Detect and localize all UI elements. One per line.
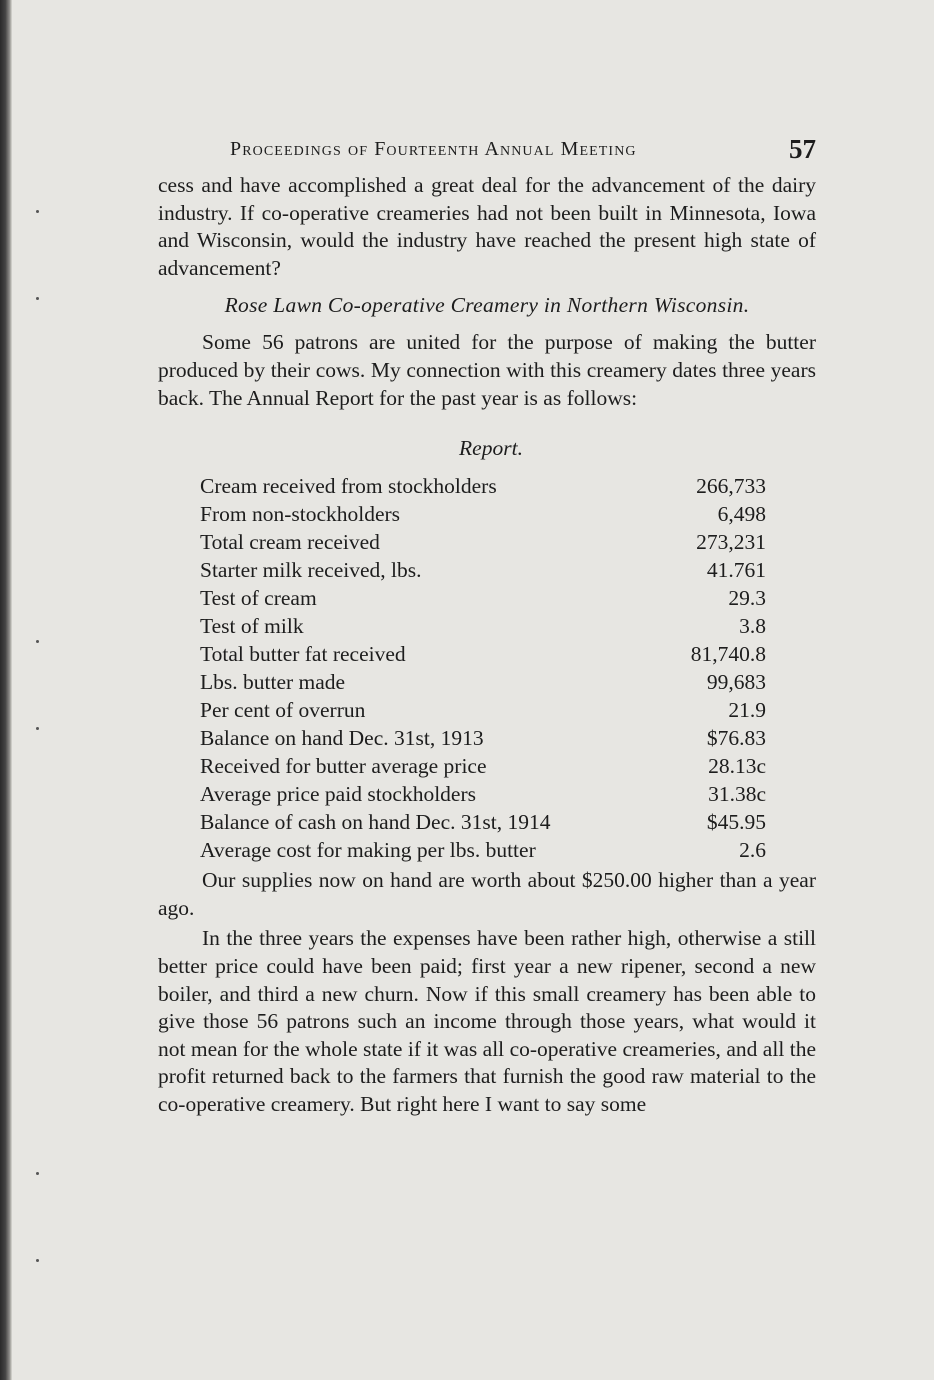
report-value: 31.38c: [708, 782, 766, 807]
report-row: [200, 500, 766, 528]
report-value: 273,231: [696, 530, 766, 555]
paper-speck: [36, 640, 39, 643]
running-title: Proceedings of Fourteenth Annual Meeting: [230, 138, 637, 160]
paragraph-intro: cess and have accomplished a great deal for the advancement of the dairy industry. If co-operative creameries had not been built in Minnesota, Iowa and Wisconsin, would the industry have reached the present high state of advancement?: [158, 173, 816, 280]
section-title: Rose Lawn Co-operative Creamery in Northern Wisconsin.: [224, 293, 750, 318]
report-row: [200, 472, 766, 500]
report-row: [200, 780, 766, 808]
report-row: [200, 808, 766, 836]
report-value: 2.6: [739, 838, 766, 863]
paper-speck: [36, 1172, 39, 1175]
report-label: Test of milk: [200, 614, 304, 639]
report-label: Received for butter average price: [200, 754, 487, 779]
report-row: [200, 556, 766, 584]
report-label: Average cost for making per lbs. butter: [200, 838, 536, 863]
report-row: [200, 752, 766, 780]
report-label: From non-stockholders: [200, 502, 401, 527]
report-value: $45.95: [706, 810, 766, 835]
report-label: Per cent of overrun: [200, 698, 366, 723]
paragraph-expenses: In the three years the expenses have been rather high, otherwise a still better price could have been paid; first year a new ripener, second a new boiler, and third a new churn. Now if this small creamery has been able to give those 56 patrons such an income through those years, what would it not mean for the whole state if it was all co-operative creameries, and all the profit returned back to the farmers that furnish the good raw material to the co-operative creamery. But right here I want to say some: [158, 926, 816, 1116]
report-value: 29.3: [728, 586, 766, 611]
report-value: 41.761: [706, 558, 766, 583]
report-row: [200, 612, 766, 640]
report-row: [200, 528, 766, 556]
report-row: [200, 836, 766, 864]
paper-speck: [36, 727, 39, 730]
report-label: Balance of cash on hand Dec. 31st, 1914: [200, 810, 551, 835]
page-binding-edge: [0, 0, 12, 1380]
report-value: 28.13c: [708, 754, 766, 779]
report-label: Total butter fat received: [200, 642, 406, 667]
report-value: 266,733: [696, 474, 766, 499]
report-value: 3.8: [739, 614, 766, 639]
report-row: [200, 724, 766, 752]
page-number: 57: [789, 134, 816, 164]
paragraph-supplies: Our supplies now on hand are worth about $250.00 higher than a year ago.: [158, 868, 816, 920]
report-row: [200, 640, 766, 668]
paper-speck: [36, 210, 39, 213]
report-label: Starter milk received, lbs.: [200, 558, 422, 583]
paragraph-patrons: Some 56 patrons are united for the purpose of making the butter produced by their cows. My connection with this creamery dates three years back. The Annual Report for the past year is as follows:: [158, 330, 816, 410]
paper-speck: [36, 1259, 39, 1262]
report-row: [200, 584, 766, 612]
paper-speck: [36, 297, 39, 300]
report-label: Cream received from stockholders: [200, 474, 497, 499]
book-page: [158, 128, 816, 1119]
report-row: [200, 668, 766, 696]
report-value: 6,498: [717, 502, 766, 527]
report-value: 81,740.8: [690, 642, 766, 667]
report-label: Test of cream: [200, 586, 317, 611]
report-label: Total cream received: [200, 530, 380, 555]
report-table: [200, 472, 766, 864]
report-row: [200, 696, 766, 724]
running-head: [158, 128, 816, 172]
report-title: Report.: [459, 436, 523, 461]
report-value: 21.9: [728, 698, 766, 723]
report-label: Average price paid stockholders: [200, 782, 477, 807]
report-label: Balance on hand Dec. 31st, 1913: [200, 726, 484, 751]
report-value: 99,683: [706, 670, 766, 695]
report-label: Lbs. butter made: [200, 670, 346, 695]
report-value: $76.83: [706, 726, 766, 751]
